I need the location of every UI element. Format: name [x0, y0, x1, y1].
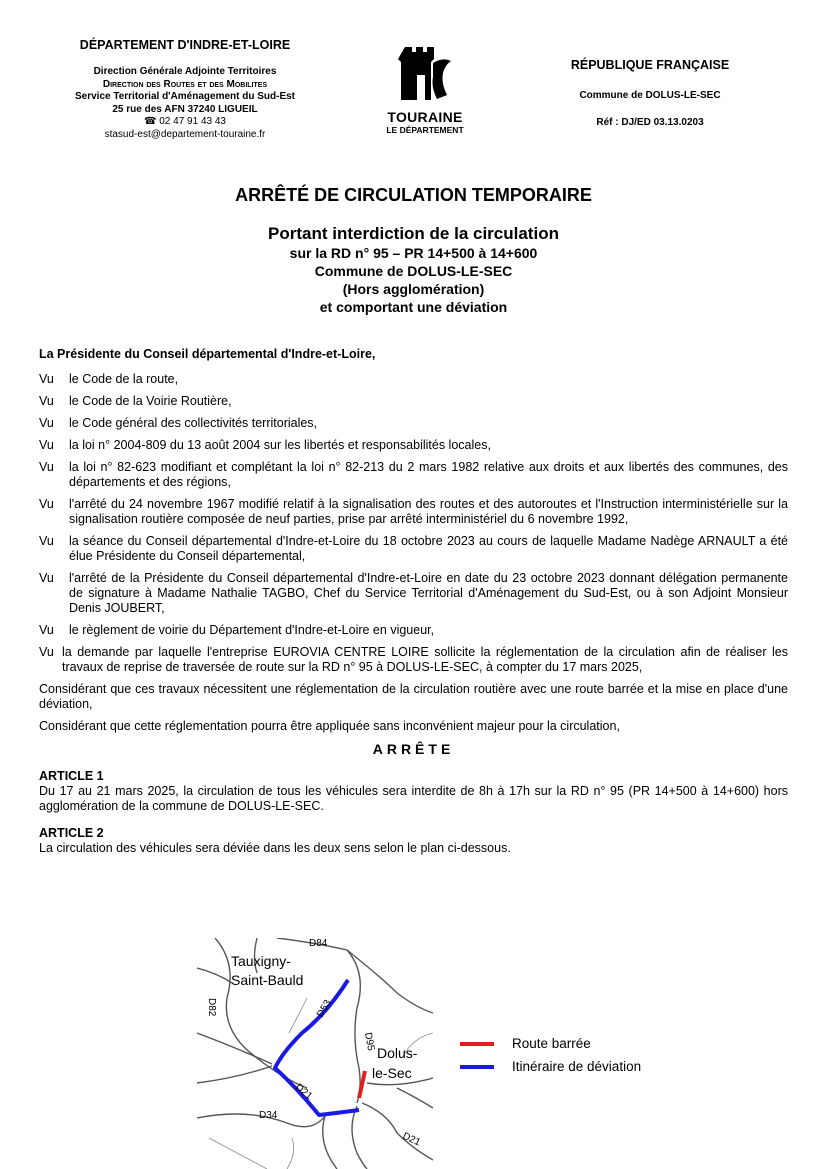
map-town-le-sec: le-Sec	[372, 1065, 412, 1081]
map-road-label: D82	[206, 998, 217, 1017]
detour-map	[197, 938, 433, 1169]
phone-line	[40, 116, 330, 129]
legend-detour	[460, 1059, 641, 1074]
department-name: DÉPARTEMENT D'INDRE-ET-LOIRE	[79, 38, 291, 52]
president-line: La Présidente du Conseil départemental d'Indre-et-Loire,	[39, 347, 376, 361]
phone-number: 02 47 91 43 43	[159, 116, 226, 127]
legend-swatch-red	[460, 1042, 494, 1046]
touraine-logo	[372, 45, 478, 135]
service-line: Service Territorial d'Aménagement du Sud-Est	[74, 91, 296, 102]
direction-line: Direction Générale Adjointe Territoires	[93, 66, 277, 77]
reference-label: Réf : DJ/ED 03.13.0203	[596, 117, 704, 128]
subtitle-line-3: Commune de DOLUS-LE-SEC	[314, 263, 513, 279]
legend-detour-label: Itinéraire de déviation	[512, 1059, 642, 1074]
document-body	[39, 347, 788, 868]
subtitle-line-1: Portant interdiction de la circulation	[268, 224, 559, 243]
article-2-heading: ARTICLE 2	[39, 826, 104, 840]
commune-label: Commune de DOLUS-LE-SEC	[579, 90, 721, 101]
article-1-text: Du 17 au 21 mars 2025, la circulation de tous les véhicules sera interdite de 8h à 17h sur la RD n° 95 (PR 14+500 à 14+600) hors agglomération de la commune de DOLUS-LE-SEC.	[39, 784, 788, 813]
document-title: ARRÊTÉ DE CIRCULATION TEMPORAIRE	[235, 185, 592, 205]
map-legend	[460, 1036, 641, 1082]
map-road-label: D21	[400, 1130, 423, 1149]
map-town-tauxigny: Tauxigny-	[231, 953, 291, 969]
vu-item: Vu la loi n° 82-623 modifiant et complétant la loi n° 82-213 du 2 mars 1982 relative aux droits et aux libertés des communes, des départements et des régions,	[39, 460, 788, 489]
legend-closed-label: Route barrée	[512, 1036, 591, 1051]
map-road-label: D53	[315, 998, 334, 1020]
header-right	[540, 58, 760, 144]
map-road-label: D95	[362, 1031, 377, 1052]
considerant-2: Considérant que cette réglementation pourra être appliquée sans inconvénient majeur pour la circulation,	[39, 719, 620, 733]
address-line: 25 rue des AFN 37240 LIGUEIL	[112, 103, 258, 115]
vu-item: Vu le Code de la Voirie Routière,	[39, 394, 232, 408]
legend-swatch-blue	[460, 1065, 494, 1069]
map-road-label: D34	[259, 1110, 278, 1121]
direction-routes-line: Direction des Routes et des Mobilites	[102, 78, 268, 90]
subtitle-line-2: sur la RD n° 95 – PR 14+500 à 14+600	[289, 245, 538, 261]
article-2-text: La circulation des véhicules sera déviée dans les deux sens selon le plan ci-dessous.	[39, 841, 511, 855]
header-left	[40, 38, 330, 141]
vu-item: Vu la séance du Conseil départemental d'Indre-et-Loire du 18 octobre 2023 au cours de laquelle Madame Nadège ARNAULT a été élue Présidente du Conseil départemental,	[39, 534, 788, 563]
tower-logo-icon	[395, 45, 455, 103]
considerant-1: Considérant que ces travaux nécessitent une réglementation de la circulation routière avec une route barrée et la mise en place d'une déviation,	[39, 682, 788, 711]
map-town-saint-bauld: Saint-Bauld	[231, 972, 304, 988]
vu-item: Vu le Code général des collectivités territoriales,	[39, 416, 318, 430]
vu-item: Vu l'arrêté du 24 novembre 1967 modifié relatif à la signalisation des routes et des autoroutes et l'Instruction interministérielle sur la signalisation routière composée de neuf parties, prise par arrêté interministériel du 6 novembre 1992,	[39, 497, 788, 526]
article-1-heading: ARTICLE 1	[39, 769, 104, 783]
map-road-label: D21	[293, 1081, 315, 1103]
logo-subtitle: LE DÉPARTEMENT	[386, 125, 464, 135]
document-subtitle	[0, 223, 827, 316]
arrete-heading: ARRÊTE	[372, 741, 455, 757]
vu-item: Vu la loi n° 2004-809 du 13 août 2004 sur les libertés et responsabilités locales,	[39, 438, 491, 452]
vu-item: Vu l'arrêté de la Présidente du Conseil départemental d'Indre-et-Loire en date du 23 octobre 2023 donnant délégation permanente de signature à Madame Nathalie TAGBO, Chef du Service Territorial d'Aménagement du Sud-Est, ou à son Adjoint Monsieur Denis JOUBERT,	[39, 571, 788, 615]
logo-title: TOURAINE	[387, 109, 463, 125]
vu-item: Vu le Code de la route,	[39, 372, 179, 386]
vu-item: Vu le règlement de voirie du Département d'Indre-et-Loire en vigueur,	[39, 623, 435, 637]
legend-closed-road	[460, 1036, 641, 1051]
map-road-label: D84	[309, 938, 328, 949]
map-town-dolus: Dolus-	[377, 1045, 418, 1061]
vu-item: Vu la demande par laquelle l'entreprise EUROVIA CENTRE LOIRE sollicite la réglementation de la circulation afin de réaliser les travaux de reprise de traversée de route sur la RD n° 95 à DOLUS-LE-SEC, à compter du 17 mars 2025,	[39, 645, 788, 674]
subtitle-line-4: (Hors agglomération)	[342, 281, 485, 297]
subtitle-line-5: et comportant une déviation	[319, 299, 508, 315]
email-link[interactable]: stasud-est@departement-touraine.fr	[104, 128, 266, 140]
phone-icon: ☎	[144, 116, 157, 127]
republic-label: RÉPUBLIQUE FRANÇAISE	[570, 58, 730, 72]
